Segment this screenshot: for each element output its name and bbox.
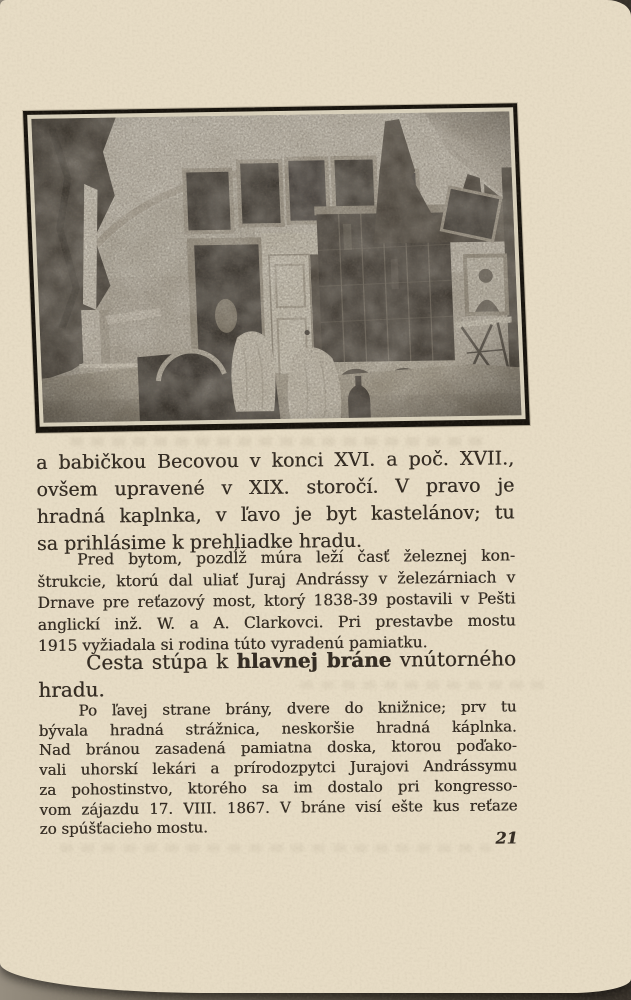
text-segment: Cesta stúpa k [85, 649, 237, 675]
text-line: Pred bytom, pozdĺž múra leží časť železnej kon- [76, 546, 516, 569]
text-line: sa prihlásime k prehliadke hradu. [36, 529, 363, 555]
castle-interior-photo [23, 103, 530, 433]
text-line: anglickí inž. W. a A. Clarkovci. Pri prestavbe mostu [37, 610, 516, 634]
text-line: Po ľavej strane brány, dvere do knižnice; prv tu [78, 697, 517, 720]
text-line: štrukcie, ktorú dal uliať Juraj Andrássy v železárniach v [37, 567, 516, 591]
text-column [36, 445, 518, 880]
text-line: 1915 vyžiadala si rodina túto vyradenú pamiatku. [37, 633, 428, 655]
text-segment: vnútorného [391, 646, 517, 672]
text-line [38, 645, 516, 677]
paragraph-4 [38, 697, 517, 840]
paragraph-3 [38, 645, 516, 704]
paragraph-1 [36, 445, 515, 558]
text-line: hradná kaplnka, v ľavo je byt kastelánov; tu [36, 501, 515, 528]
text-line: hradu. [38, 677, 105, 702]
text-line: za pohostinstvo, ktorého sa im dostalo pri kongresso- [39, 776, 518, 799]
text-line: ovšem upravené v XIX. storočí. V pravo je [36, 474, 515, 501]
text-line: Drnave pre reťazový most, ktorý 1838-39 postavili v Pešti [37, 589, 516, 612]
text-line: vom zájazdu 17. VIII. 1867. V bráne visí ešte kus reťaze [39, 795, 518, 819]
text-line: vali uhorskí lekári a prírodozpytci Jurajovi Andrássymu [38, 756, 518, 780]
bold-text-segment: hlavnej bráne [236, 647, 392, 674]
castle-interior-illustration [31, 111, 521, 422]
page-showthrough-smudge [70, 437, 490, 446]
text-line: a babičkou Becovou v konci XVI. a poč. XVII., [36, 447, 515, 474]
text-line: bývala hradná strážnica, neskoršie hradná káplnka. [38, 717, 517, 740]
page-number: 21 [495, 828, 518, 848]
text-line: Nad bránou zasadená pamiatna doska, ktorou poďako- [38, 736, 517, 760]
paragraph-2 [37, 545, 516, 657]
text-line: zo spúšťacieho mostu. [39, 818, 209, 839]
